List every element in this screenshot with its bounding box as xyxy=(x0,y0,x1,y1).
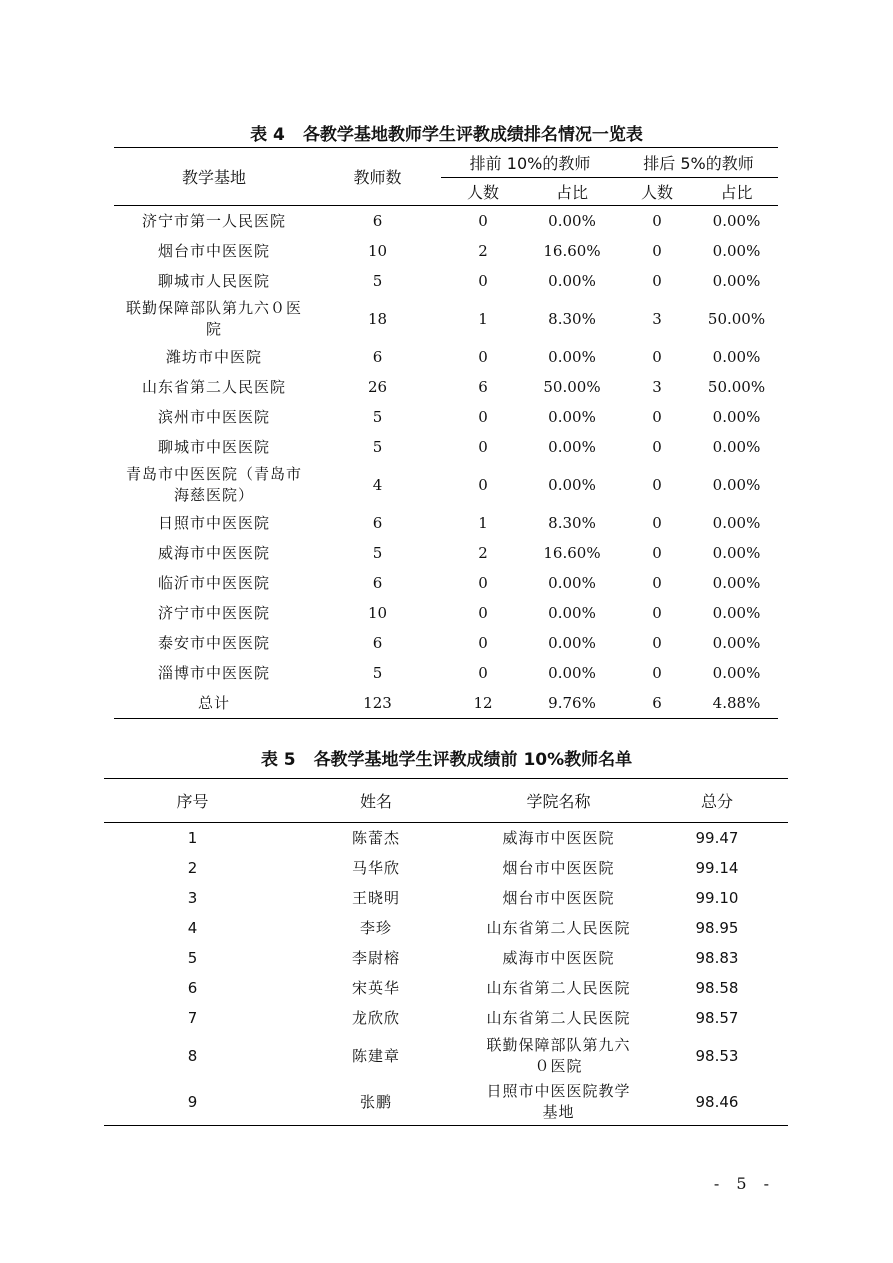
cell-bot-pct: 0.00% xyxy=(712,475,761,494)
table-row xyxy=(114,628,778,658)
cell-bot-n: 6 xyxy=(652,693,662,712)
cell-score: 98.83 xyxy=(695,948,739,967)
cell-base: 济宁市中医医院 xyxy=(157,603,270,622)
cell-teachers: 5 xyxy=(372,271,383,290)
cell-bot-pct: 0.00% xyxy=(712,663,761,682)
cell-bot-pct: 0.00% xyxy=(712,513,761,532)
table5 xyxy=(104,778,788,1126)
cell-no: 9 xyxy=(187,1092,198,1111)
cell-teachers: 6 xyxy=(372,513,383,532)
cell-bot-pct: 50.00% xyxy=(707,309,766,328)
cell-score: 98.58 xyxy=(695,978,739,997)
cell-institute: 山东省第二人民医院 xyxy=(486,978,631,997)
cell-bot-n: 0 xyxy=(652,573,662,592)
cell-no: 5 xyxy=(187,948,198,967)
header-top-ratio: 占比 xyxy=(525,178,619,206)
table-row xyxy=(114,296,778,342)
cell-score: 99.14 xyxy=(695,858,739,877)
cell-name: 王晓明 xyxy=(351,888,400,907)
cell-score: 99.47 xyxy=(695,828,739,847)
cell-top-pct: 0.00% xyxy=(548,603,596,622)
cell-top-pct: 16.60% xyxy=(543,241,601,260)
cell-institute: 威海市中医医院 xyxy=(502,828,615,847)
cell-name: 李珍 xyxy=(359,918,392,937)
cell-name: 马华欣 xyxy=(351,858,400,877)
cell-top-pct: 8.30% xyxy=(548,309,596,328)
cell-base: 山东省第二人民医院 xyxy=(141,377,286,396)
cell-score: 98.57 xyxy=(695,1008,739,1027)
cell-bot-n: 0 xyxy=(652,347,662,366)
cell-bot-pct: 0.00% xyxy=(712,573,761,592)
cell-bot-pct: 0.00% xyxy=(712,633,761,652)
cell-teachers: 6 xyxy=(372,573,383,592)
header-no: 序号 xyxy=(104,779,281,823)
cell-name: 张鹏 xyxy=(359,1092,392,1111)
cell-base: 烟台市中医医院 xyxy=(157,241,270,260)
cell-teachers: 26 xyxy=(367,377,388,396)
cell-top-pct: 0.00% xyxy=(548,663,596,682)
cell-score: 99.10 xyxy=(695,888,739,907)
cell-no: 8 xyxy=(187,1046,198,1065)
cell-institute: 威海市中医医院 xyxy=(502,948,615,967)
cell-bot-n: 0 xyxy=(652,633,662,652)
cell-teachers: 5 xyxy=(372,437,383,456)
cell-bot-pct: 0.00% xyxy=(712,211,761,230)
cell-base: 总计 xyxy=(197,693,230,712)
cell-top-n: 0 xyxy=(478,475,488,494)
cell-top-pct: 0.00% xyxy=(548,211,596,230)
cell-bot-n: 0 xyxy=(652,437,662,456)
cell-top-n: 0 xyxy=(478,437,488,456)
cell-score: 98.95 xyxy=(695,918,739,937)
cell-no: 3 xyxy=(187,888,198,907)
table-row xyxy=(114,538,778,568)
table-row xyxy=(114,568,778,598)
table-row xyxy=(114,598,778,628)
header-bottom-ratio: 占比 xyxy=(695,178,778,206)
table-row xyxy=(114,266,778,296)
cell-top-n: 0 xyxy=(478,573,488,592)
cell-top-pct: 0.00% xyxy=(548,271,596,290)
table-row xyxy=(104,853,788,883)
table-row xyxy=(114,658,778,688)
cell-teachers: 5 xyxy=(372,543,383,562)
cell-base: 潍坊市中医院 xyxy=(165,347,262,366)
cell-institute: 山东省第二人民医院 xyxy=(486,1008,631,1027)
page-number: - 5 - xyxy=(713,1174,775,1193)
cell-top-pct: 0.00% xyxy=(548,407,596,426)
cell-top-n: 0 xyxy=(478,603,488,622)
header-bottom-count: 人数 xyxy=(619,178,695,206)
table-row xyxy=(114,236,778,266)
cell-teachers: 10 xyxy=(367,241,388,260)
header-teachers: 教师数 xyxy=(314,148,441,206)
table4 xyxy=(114,147,778,719)
cell-top-n: 2 xyxy=(478,543,488,562)
cell-top-pct: 50.00% xyxy=(543,377,601,396)
cell-score: 98.53 xyxy=(695,1046,739,1065)
cell-no: 6 xyxy=(187,978,198,997)
table-row xyxy=(114,508,778,538)
cell-score: 98.46 xyxy=(695,1092,739,1111)
cell-top-n: 6 xyxy=(478,377,488,396)
table-row xyxy=(104,1033,788,1079)
cell-top-n: 1 xyxy=(478,309,488,328)
cell-base: 青岛市中医医院（青岛市海慈医院） xyxy=(125,465,302,504)
table-row xyxy=(104,1079,788,1126)
cell-no: 4 xyxy=(187,918,198,937)
cell-top-n: 0 xyxy=(478,211,488,230)
cell-bot-n: 3 xyxy=(652,309,662,328)
cell-no: 2 xyxy=(187,858,198,877)
cell-bot-pct: 4.88% xyxy=(712,693,761,712)
cell-bot-n: 0 xyxy=(652,603,662,622)
cell-teachers: 6 xyxy=(372,211,383,230)
cell-name: 陈蕾杰 xyxy=(351,828,400,847)
cell-bot-n: 0 xyxy=(652,241,662,260)
cell-name: 陈建章 xyxy=(351,1046,400,1065)
table-row xyxy=(104,1003,788,1033)
cell-top-pct: 9.76% xyxy=(548,693,596,712)
cell-base: 日照市中医医院 xyxy=(157,513,270,532)
cell-base: 聊城市人民医院 xyxy=(157,271,270,290)
cell-top-pct: 16.60% xyxy=(543,543,601,562)
cell-top-pct: 0.00% xyxy=(548,347,596,366)
cell-teachers: 18 xyxy=(367,309,388,328)
cell-name: 龙欣欣 xyxy=(351,1008,400,1027)
table-row xyxy=(114,372,778,402)
cell-teachers: 5 xyxy=(372,663,383,682)
cell-bot-n: 3 xyxy=(652,377,662,396)
header-institute: 学院名称 xyxy=(471,779,646,823)
cell-teachers: 123 xyxy=(363,693,392,712)
cell-no: 1 xyxy=(187,828,198,847)
table5-caption xyxy=(0,750,893,770)
table5-caption-number: 表 5 xyxy=(260,750,296,770)
cell-base: 聊城市中医医院 xyxy=(157,437,270,456)
cell-top-n: 0 xyxy=(478,347,488,366)
table4-caption xyxy=(0,125,893,145)
cell-bot-n: 0 xyxy=(652,663,662,682)
cell-top-n: 0 xyxy=(478,663,488,682)
cell-base: 威海市中医医院 xyxy=(157,543,270,562)
table-row xyxy=(104,973,788,1003)
cell-bot-pct: 0.00% xyxy=(712,347,761,366)
table4-caption-title: 各教学基地教师学生评教成绩排名情况一览表 xyxy=(302,125,643,145)
cell-institute: 联勤保障部队第九六０医院 xyxy=(486,1036,631,1075)
cell-bot-n: 0 xyxy=(652,271,662,290)
table-row xyxy=(114,206,778,237)
cell-top-n: 12 xyxy=(473,693,493,712)
cell-top-pct: 8.30% xyxy=(548,513,596,532)
cell-name: 李尉榕 xyxy=(351,948,400,967)
cell-no: 7 xyxy=(187,1008,198,1027)
table-row xyxy=(114,688,778,719)
cell-base: 滨州市中医医院 xyxy=(157,407,270,426)
cell-bot-pct: 0.00% xyxy=(712,271,761,290)
table-row xyxy=(104,823,788,854)
cell-institute: 烟台市中医医院 xyxy=(502,858,615,877)
cell-institute: 山东省第二人民医院 xyxy=(486,918,631,937)
cell-base: 淄博市中医医院 xyxy=(157,663,270,682)
cell-bot-n: 0 xyxy=(652,543,662,562)
cell-base: 联勤保障部队第九六０医院 xyxy=(125,299,302,338)
cell-top-pct: 0.00% xyxy=(548,437,596,456)
table-row xyxy=(104,913,788,943)
header-bottom-group: 排后 5%的教师 xyxy=(643,154,754,173)
table-row xyxy=(114,342,778,372)
cell-top-n: 0 xyxy=(478,271,488,290)
cell-bot-pct: 0.00% xyxy=(712,407,761,426)
table5-caption-title: 各教学基地学生评教成绩前 10%教师名单 xyxy=(313,750,633,770)
header-top-group: 排前 10%的教师 xyxy=(469,154,591,173)
table-row xyxy=(104,883,788,913)
table-row xyxy=(104,943,788,973)
cell-top-n: 2 xyxy=(478,241,488,260)
cell-bot-n: 0 xyxy=(652,513,662,532)
cell-bot-n: 0 xyxy=(652,407,662,426)
cell-base: 临沂市中医医院 xyxy=(157,573,270,592)
cell-top-n: 0 xyxy=(478,633,488,652)
cell-teachers: 4 xyxy=(372,475,383,494)
cell-base: 泰安市中医医院 xyxy=(157,633,270,652)
cell-institute: 烟台市中医医院 xyxy=(502,888,615,907)
cell-bot-pct: 0.00% xyxy=(712,543,761,562)
cell-top-pct: 0.00% xyxy=(548,633,596,652)
cell-top-pct: 0.00% xyxy=(548,475,596,494)
header-base: 教学基地 xyxy=(114,148,314,206)
table-row xyxy=(114,432,778,462)
cell-name: 宋英华 xyxy=(351,978,400,997)
cell-bot-pct: 0.00% xyxy=(712,241,761,260)
cell-teachers: 10 xyxy=(367,603,388,622)
cell-bot-n: 0 xyxy=(652,475,662,494)
cell-top-n: 0 xyxy=(478,407,488,426)
header-top-count: 人数 xyxy=(441,178,525,206)
table-row xyxy=(114,462,778,508)
cell-teachers: 6 xyxy=(372,633,383,652)
cell-base: 济宁市第一人民医院 xyxy=(141,211,286,230)
header-score: 总分 xyxy=(646,779,788,823)
cell-bot-pct: 50.00% xyxy=(707,377,766,396)
table-row xyxy=(114,402,778,432)
cell-teachers: 6 xyxy=(372,347,383,366)
cell-bot-pct: 0.00% xyxy=(712,603,761,622)
cell-institute: 日照市中医医院教学基地 xyxy=(486,1082,631,1121)
header-name: 姓名 xyxy=(281,779,471,823)
cell-bot-pct: 0.00% xyxy=(712,437,761,456)
cell-top-pct: 0.00% xyxy=(548,573,596,592)
cell-bot-n: 0 xyxy=(652,211,662,230)
cell-top-n: 1 xyxy=(478,513,488,532)
cell-teachers: 5 xyxy=(372,407,383,426)
table4-caption-number: 表 4 xyxy=(250,125,285,145)
